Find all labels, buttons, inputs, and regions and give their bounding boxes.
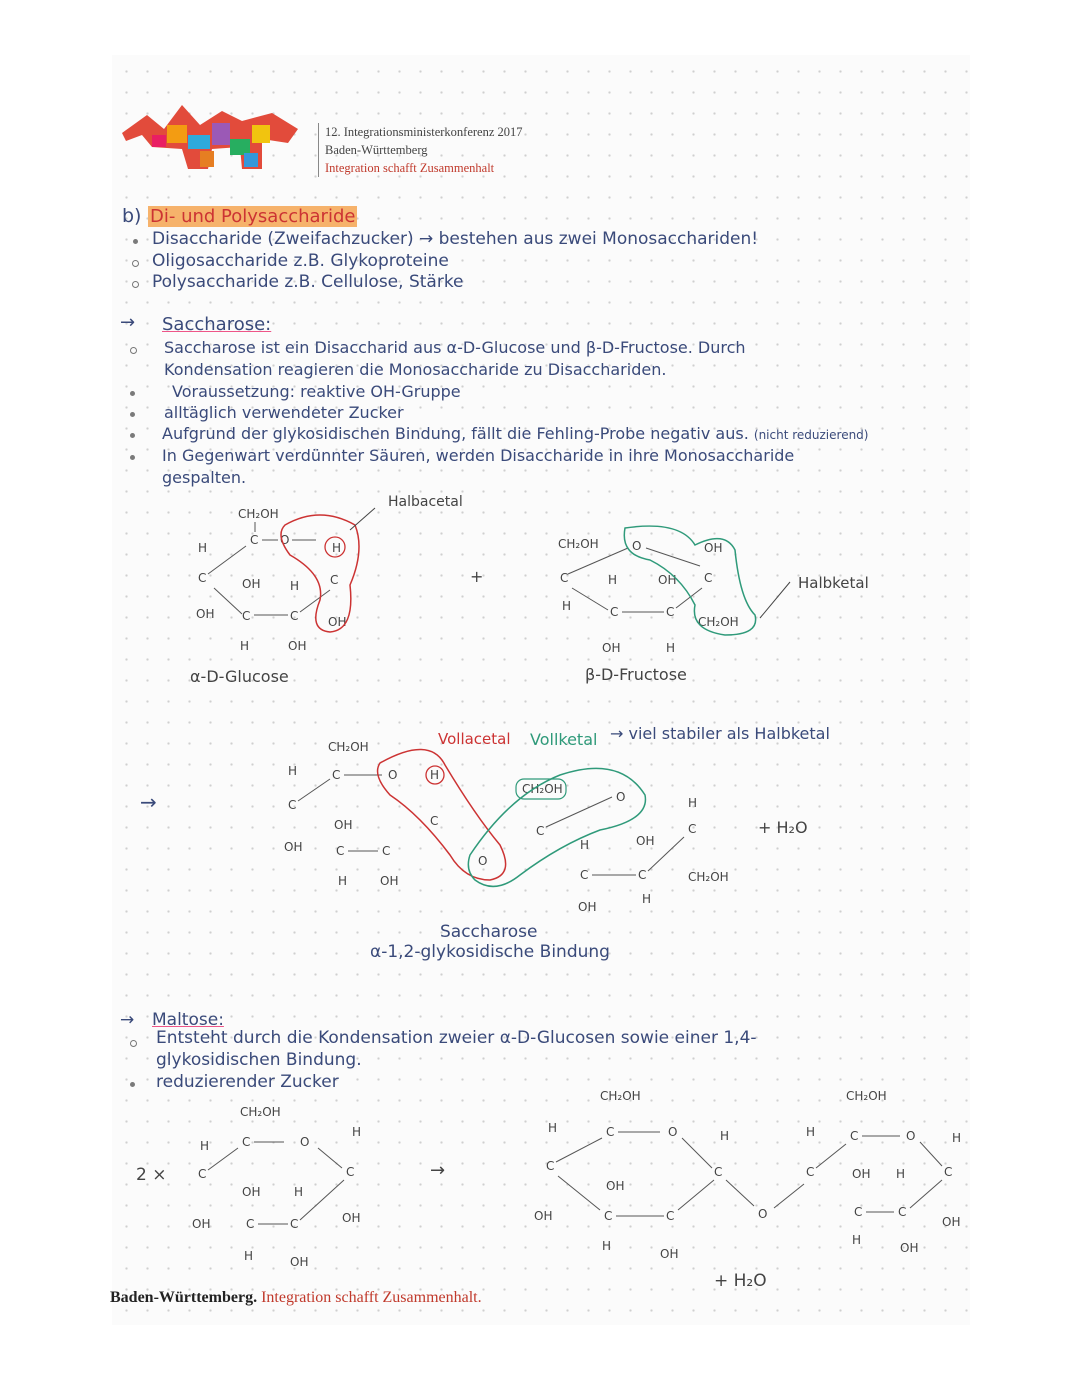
malp-c2: C <box>666 1209 675 1223</box>
malp-c3: C <box>604 1209 613 1223</box>
sac-oh3: OH <box>334 818 353 832</box>
header-line3: Integration schafft Zusammenhalt <box>325 161 495 175</box>
maltose-diagram <box>130 1080 970 1290</box>
glucose-c1: C <box>330 573 339 587</box>
sac-c4: C <box>288 798 297 812</box>
maltose-plus-water: + H₂O <box>714 1271 767 1291</box>
malp-oh3: OH <box>606 1179 625 1193</box>
glucose-oh3: OH <box>242 577 261 591</box>
glucose-label: α-D-Glucose <box>190 667 289 686</box>
sac-h-anomer: H <box>430 768 440 782</box>
header-line2: Baden-Württemberg <box>325 143 428 157</box>
sac-ch2oh-2: CH₂OH <box>522 782 563 796</box>
saccharose-title: Saccharose: <box>162 314 272 335</box>
fructose-h3: H <box>666 641 676 655</box>
glucose-c2: C <box>290 609 299 623</box>
footer-bold: Baden-Württemberg. <box>110 1289 258 1306</box>
glucose-fructose-diagram <box>180 490 900 690</box>
header-line1: 12. Integrationsministerkonferenz 2017 <box>325 125 523 139</box>
bullet <box>130 1040 137 1047</box>
sac-f-h3: H <box>580 838 590 852</box>
glucose-h3: H <box>240 639 250 653</box>
sac-f-h4: H <box>642 892 652 906</box>
mal-oh4: OH <box>192 1217 211 1231</box>
maltose-line2: glykosidischen Bindung. <box>156 1050 362 1070</box>
vollacetal-label: Vollacetal <box>438 730 511 748</box>
malp-ring-o: O <box>668 1125 678 1139</box>
bullet <box>130 347 137 354</box>
glucose-h1: H <box>198 541 208 555</box>
malp2-oh2: OH <box>900 1241 919 1255</box>
mal-c4: C <box>198 1167 207 1181</box>
fructose-h5: H <box>562 599 572 613</box>
halbacetal-label: Halbacetal <box>388 494 463 510</box>
fructose-label: β-D-Fructose <box>585 665 687 684</box>
maltose-line3: reduzierender Zucker <box>156 1072 339 1092</box>
mal-c1: C <box>346 1165 355 1179</box>
malp-glyc-o: O <box>758 1207 768 1221</box>
glucose-oh4: OH <box>196 607 215 621</box>
sac-f-c3: C <box>580 868 589 882</box>
mal-c3: C <box>246 1217 255 1231</box>
sac-f-c4: C <box>638 868 647 882</box>
saccharose-diagram <box>280 735 808 925</box>
sac-f-oh4: OH <box>636 834 655 848</box>
sac-h3: H <box>338 874 348 888</box>
sac-glyc-o: O <box>478 854 488 868</box>
mal-c2: C <box>290 1217 299 1231</box>
fructose-c3: C <box>666 605 675 619</box>
malp-oh2: OH <box>660 1247 679 1261</box>
glucose-c5: C <box>250 533 259 547</box>
fructose-h4: H <box>608 573 618 587</box>
malp-h1: H <box>720 1129 730 1143</box>
malp-h: H <box>548 1121 558 1135</box>
bullet <box>130 455 135 460</box>
glucose-oh1: OH <box>328 615 347 629</box>
fructose-c4: C <box>610 605 619 619</box>
sac-h1: H <box>288 764 298 778</box>
mal-ring-o: O <box>300 1135 310 1149</box>
saccharose-name: Saccharose <box>440 922 538 942</box>
malp-ch2oh-1: CH₂OH <box>600 1089 641 1103</box>
mal-ch2oh: CH₂OH <box>240 1105 281 1119</box>
saccharose-arrow: → <box>120 312 136 333</box>
saccharose-line3: Voraussetzung: reaktive OH-Gruppe <box>172 382 461 401</box>
item-disaccharide: Disaccharide (Zweifachzucker) → bestehen aus zwei Monosacchariden! <box>152 229 759 249</box>
glucose-structure <box>196 507 359 653</box>
fructose-c2: C <box>704 571 713 585</box>
bullet <box>133 239 138 244</box>
header-text <box>318 123 523 177</box>
sac-oh2: OH <box>380 874 399 888</box>
fructose-ch2oh-top: CH₂OH <box>558 537 599 551</box>
section-label: b) <box>122 205 142 227</box>
malp2-c1: C <box>944 1165 953 1179</box>
bullet <box>130 391 135 396</box>
mal-oh1: OH <box>342 1211 361 1225</box>
fructose-oh2: OH <box>704 541 723 555</box>
glucose-ring-o: O <box>280 533 290 547</box>
malp2-c5: C <box>850 1129 859 1143</box>
saccharose-line4: alltäglich verwendeter Zucker <box>164 403 404 422</box>
maltose-reaction-arrow: → <box>430 1160 446 1181</box>
sac-ch2oh-1: CH₂OH <box>328 740 369 754</box>
sac-oh4: OH <box>284 840 303 854</box>
maltose-title: Maltose: <box>152 1010 224 1030</box>
malp2-c4: C <box>806 1165 815 1179</box>
malp2-oh3: OH <box>852 1167 871 1181</box>
mal-h3: H <box>244 1249 254 1263</box>
section-title-text: Di- und Polysaccharide <box>150 206 356 227</box>
sac-f-ring-o: O <box>616 790 626 804</box>
sac-f-ch2oh: CH₂OH <box>688 870 729 884</box>
glucose-h1b: H <box>332 541 342 555</box>
saccharose-line6: In Gegenwart verdünnter Säuren, werden Disaccharide in ihre Monosaccharide <box>162 446 795 465</box>
fructose-oh3: OH <box>658 573 677 587</box>
malp2-h1: H <box>952 1131 962 1145</box>
footer-accent: Integration schafft Zusammenhalt. <box>261 1289 482 1306</box>
stabil-note: → viel stabiler als Halbketal <box>610 724 830 743</box>
fructose-ch2oh: CH₂OH <box>698 615 739 629</box>
lion-logo <box>112 95 302 175</box>
reaction-arrow: → <box>140 790 157 814</box>
sac-c2: C <box>382 844 391 858</box>
saccharose-bond: α-1,2-glykosidische Bindung <box>370 942 610 962</box>
malp2-c3: C <box>854 1205 863 1219</box>
malp2-h2: H <box>896 1167 906 1181</box>
malp-ch2oh-2: CH₂OH <box>846 1089 887 1103</box>
mal-oh3: OH <box>242 1185 261 1199</box>
mal-h1: H <box>352 1125 362 1139</box>
plus-water: + H₂O <box>758 818 808 837</box>
saccharose-line5-text: Aufgrund der glykosidischen Bindung, fällt die Fehling-Probe negativ aus. <box>162 424 749 443</box>
fructose-c5: C <box>560 571 569 585</box>
item-polysaccharide: Polysaccharide z.B. Cellulose, Stärke <box>152 272 464 292</box>
glucose-c4: C <box>198 571 207 585</box>
maltose-line1: Entsteht durch die Kondensation zweier α-D-Glucosen sowie einer 1,4- <box>156 1028 757 1048</box>
mal-h4: H <box>200 1139 210 1153</box>
malp2-oh1: OH <box>942 1215 961 1229</box>
item-oligosaccharide: Oligosaccharide z.B. Glykoproteine <box>152 251 449 271</box>
glucose-c3: C <box>242 609 251 623</box>
bullet <box>130 412 135 417</box>
bullet <box>132 281 139 288</box>
sac-f-c2: C <box>536 824 545 838</box>
mal-c5: C <box>242 1135 251 1149</box>
saccharose-line5-note: (nicht reduzierend) <box>753 428 869 442</box>
glucose-oh2: OH <box>288 639 307 653</box>
vollketal-label: Vollketal <box>530 730 598 749</box>
sac-c5: C <box>332 768 341 782</box>
bullet <box>132 260 139 267</box>
malp-c4: C <box>546 1159 555 1173</box>
times-two: 2 × <box>136 1165 167 1185</box>
bullet <box>130 433 135 438</box>
glucose-h2: H <box>290 579 300 593</box>
malp2-c2: C <box>898 1205 907 1219</box>
mal-h2: H <box>294 1185 304 1199</box>
malp-oh4: OH <box>534 1209 553 1223</box>
saccharose-line5 <box>162 424 868 443</box>
sac-ring-o: O <box>388 768 398 782</box>
sac-f-oh3: OH <box>578 900 597 914</box>
fructose-ring-o: O <box>632 539 642 553</box>
fructose-structure <box>558 526 756 655</box>
saccharose-line7: gespalten. <box>162 468 247 487</box>
footer <box>110 1289 482 1307</box>
malp-c1: C <box>714 1165 723 1179</box>
fructose-oh4: OH <box>602 641 621 655</box>
malp2-ring-o: O <box>906 1129 916 1143</box>
saccharose-line1: Saccharose ist ein Disaccharid aus α-D-Glucose und β-D-Fructose. Durch <box>164 338 746 357</box>
mal-oh2: OH <box>290 1255 309 1269</box>
malp2-h3: H <box>852 1233 862 1247</box>
saccharose-line2: Kondensation reagieren die Monosaccharide zu Disacchariden. <box>164 360 667 379</box>
sac-f-c5: C <box>688 822 697 836</box>
plus-sign: + <box>470 567 484 586</box>
sac-c3: C <box>336 844 345 858</box>
malp2-h: H <box>806 1125 816 1139</box>
malp-c5: C <box>606 1125 615 1139</box>
maltose-arrow: → <box>120 1010 135 1030</box>
sac-c1: C <box>430 814 439 828</box>
sac-f-h5: H <box>688 796 698 810</box>
glucose-ch2oh: CH₂OH <box>238 507 279 521</box>
section-title <box>148 206 357 227</box>
halbketal-label: Halbketal <box>798 574 869 592</box>
malp-h3: H <box>602 1239 612 1253</box>
